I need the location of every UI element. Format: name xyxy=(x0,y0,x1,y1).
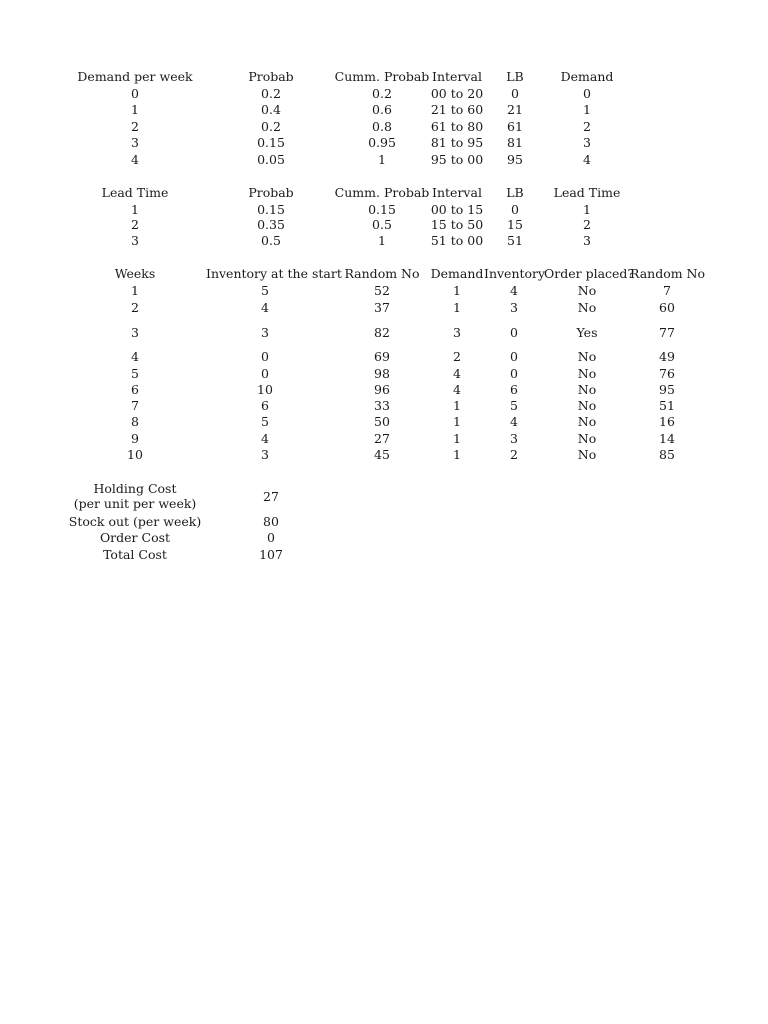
simulation-table-cell: 96 xyxy=(374,382,390,397)
simulation-table-cell: No xyxy=(577,447,597,462)
simulation-table-cell: 4 xyxy=(453,366,461,381)
simulation-table-cell: 60 xyxy=(659,300,675,315)
simulation-table-cell: No xyxy=(577,414,597,429)
simulation-table-cell: 3 xyxy=(261,325,269,340)
lead-time-table-header-5: LB xyxy=(506,185,524,200)
lead-time-table-header-3: Cumm. Probab xyxy=(334,185,430,200)
simulation-table-header-7: Random No xyxy=(630,266,706,281)
demand-table-cell: 61 to 80 xyxy=(430,119,484,134)
lead-time-table-cell: 0.35 xyxy=(257,217,285,232)
demand-table-cell: 1 xyxy=(583,102,591,117)
simulation-table-cell: 3 xyxy=(261,447,269,462)
simulation-table-cell: 52 xyxy=(374,283,390,298)
simulation-table-cell: 7 xyxy=(663,283,671,298)
demand-table-cell: 0.6 xyxy=(372,102,392,117)
lead-time-table-cell: 15 xyxy=(507,217,523,232)
demand-table-header-1: Demand per week xyxy=(77,69,193,84)
simulation-table-cell: 4 xyxy=(510,414,518,429)
lead-time-table-cell: 1 xyxy=(131,202,139,217)
simulation-table-cell: 2 xyxy=(453,349,461,364)
demand-table-cell: 3 xyxy=(583,135,591,150)
simulation-table-cell: 76 xyxy=(659,366,675,381)
lead-time-table-cell: 51 to 00 xyxy=(430,233,484,248)
demand-table-cell: 4 xyxy=(131,152,139,167)
lead-time-table-cell: 0.5 xyxy=(261,233,281,248)
simulation-table-cell: 5 xyxy=(510,398,518,413)
demand-table-cell: 21 xyxy=(507,102,523,117)
lead-time-table-cell: 00 to 15 xyxy=(430,202,484,217)
simulation-table-cell: 3 xyxy=(453,325,461,340)
simulation-table-cell: 98 xyxy=(374,366,390,381)
simulation-table-cell: 45 xyxy=(374,447,390,462)
simulation-table-cell: 5 xyxy=(131,366,139,381)
simulation-table-cell: Yes xyxy=(576,325,598,340)
demand-table-header-5: LB xyxy=(506,69,524,84)
simulation-table-cell: 0 xyxy=(510,349,518,364)
demand-table-header-2: Probab xyxy=(248,69,294,84)
simulation-table-cell: 1 xyxy=(131,283,139,298)
demand-table-cell: 0.8 xyxy=(372,119,392,134)
simulation-table-cell: 14 xyxy=(659,431,675,446)
simulation-table-cell: 1 xyxy=(453,300,461,315)
simulation-table-cell: 1 xyxy=(453,447,461,462)
simulation-table-cell: 1 xyxy=(453,414,461,429)
simulation-table-header-6: Order placed? xyxy=(544,266,635,281)
lead-time-table-header-4: Interval xyxy=(432,185,482,200)
lead-time-table-header-2: Probab xyxy=(248,185,294,200)
demand-table-cell: 0 xyxy=(511,86,519,101)
simulation-table-cell: 0 xyxy=(510,366,518,381)
demand-table-cell: 95 xyxy=(507,152,523,167)
simulation-table-cell: 6 xyxy=(131,382,139,397)
demand-table-cell: 1 xyxy=(131,102,139,117)
simulation-table-cell: 6 xyxy=(261,398,269,413)
simulation-table-cell: 82 xyxy=(374,325,390,340)
lead-time-table-cell: 0.5 xyxy=(372,217,392,232)
simulation-table-cell: 10 xyxy=(257,382,273,397)
demand-table-header-6: Demand xyxy=(560,69,614,84)
demand-table-cell: 0.05 xyxy=(257,152,285,167)
demand-table-cell: 4 xyxy=(583,152,591,167)
demand-table-cell: 61 xyxy=(507,119,523,134)
demand-table-cell: 0 xyxy=(131,86,139,101)
demand-table-cell: 2 xyxy=(583,119,591,134)
simulation-table-header-1: Weeks xyxy=(114,266,156,281)
simulation-table-cell: 50 xyxy=(374,414,390,429)
simulation-table-cell: 4 xyxy=(261,431,269,446)
demand-table-cell: 0.2 xyxy=(261,86,281,101)
simulation-table-cell: 2 xyxy=(510,447,518,462)
demand-table-cell: 81 to 95 xyxy=(430,135,484,150)
cost-label: Holding Cost (per unit per week) xyxy=(73,481,197,511)
demand-table-cell: 00 to 20 xyxy=(430,86,484,101)
demand-table-cell: 21 to 60 xyxy=(430,102,484,117)
lead-time-table-cell: 0.15 xyxy=(368,202,396,217)
lead-time-table-header-6: Lead Time xyxy=(553,185,621,200)
demand-table-cell: 3 xyxy=(131,135,139,150)
simulation-table-header-3: Random No xyxy=(344,266,420,281)
demand-table-cell: 0.95 xyxy=(368,135,396,150)
simulation-table-header-2: Inventory at the start xyxy=(206,266,342,281)
simulation-table-cell: 4 xyxy=(510,283,518,298)
demand-table-cell: 1 xyxy=(378,152,386,167)
simulation-table-cell: 1 xyxy=(453,431,461,446)
simulation-table-cell: 5 xyxy=(261,283,269,298)
simulation-table-cell: No xyxy=(577,431,597,446)
simulation-table-cell: 4 xyxy=(131,349,139,364)
lead-time-table-cell: 51 xyxy=(507,233,523,248)
simulation-table-cell: 3 xyxy=(510,300,518,315)
demand-table-header-3: Cumm. Probab xyxy=(334,69,430,84)
cost-label: Stock out (per week) xyxy=(68,514,202,529)
simulation-table-header-5: Inventory xyxy=(484,266,546,281)
demand-table-header-4: Interval xyxy=(432,69,482,84)
simulation-table-cell: 16 xyxy=(659,414,675,429)
lead-time-table-cell: 0.15 xyxy=(257,202,285,217)
lead-time-table-cell: 2 xyxy=(583,217,591,232)
lead-time-table-cell: 1 xyxy=(378,233,386,248)
simulation-table-cell: 9 xyxy=(131,431,139,446)
cost-value: 107 xyxy=(259,547,283,562)
simulation-table-cell: 3 xyxy=(510,431,518,446)
simulation-table-cell: No xyxy=(577,283,597,298)
simulation-table-cell: 51 xyxy=(659,398,675,413)
simulation-table-cell: 77 xyxy=(659,325,675,340)
simulation-table-cell: 0 xyxy=(261,366,269,381)
simulation-table-cell: 95 xyxy=(659,382,675,397)
simulation-table-cell: No xyxy=(577,300,597,315)
cost-value: 80 xyxy=(263,514,279,529)
lead-time-table-cell: 3 xyxy=(131,233,139,248)
cost-value: 27 xyxy=(263,489,279,504)
simulation-table-cell: 85 xyxy=(659,447,675,462)
cost-label: Order Cost xyxy=(99,530,171,545)
lead-time-table-cell: 15 to 50 xyxy=(430,217,484,232)
simulation-table-cell: 4 xyxy=(453,382,461,397)
simulation-table-cell: 0 xyxy=(261,349,269,364)
simulation-table-cell: 6 xyxy=(510,382,518,397)
demand-table-cell: 0.2 xyxy=(372,86,392,101)
demand-table-cell: 95 to 00 xyxy=(430,152,484,167)
simulation-table-cell: 2 xyxy=(131,300,139,315)
simulation-table-cell: 1 xyxy=(453,283,461,298)
lead-time-table-cell: 2 xyxy=(131,217,139,232)
simulation-table-cell: 8 xyxy=(131,414,139,429)
simulation-table-cell: 49 xyxy=(659,349,675,364)
simulation-table-cell: 1 xyxy=(453,398,461,413)
demand-table-cell: 81 xyxy=(507,135,523,150)
simulation-table-cell: 69 xyxy=(374,349,390,364)
simulation-table-cell: No xyxy=(577,366,597,381)
lead-time-table-cell: 0 xyxy=(511,202,519,217)
lead-time-table-cell: 1 xyxy=(583,202,591,217)
simulation-table-cell: 7 xyxy=(131,398,139,413)
demand-table-cell: 0 xyxy=(583,86,591,101)
demand-table-cell: 2 xyxy=(131,119,139,134)
simulation-table-cell: 33 xyxy=(374,398,390,413)
simulation-table-header-4: Demand xyxy=(430,266,484,281)
demand-table-cell: 0.2 xyxy=(261,119,281,134)
simulation-table-cell: No xyxy=(577,382,597,397)
lead-time-table-header-1: Lead Time xyxy=(101,185,169,200)
lead-time-table-cell: 3 xyxy=(583,233,591,248)
simulation-table-cell: 10 xyxy=(127,447,143,462)
demand-table-cell: 0.15 xyxy=(257,135,285,150)
simulation-table-cell: 4 xyxy=(261,300,269,315)
cost-value: 0 xyxy=(267,530,275,545)
demand-table-cell: 0.4 xyxy=(261,102,281,117)
simulation-table-cell: No xyxy=(577,349,597,364)
simulation-table-cell: 0 xyxy=(510,325,518,340)
simulation-table-cell: 37 xyxy=(374,300,390,315)
simulation-table-cell: No xyxy=(577,398,597,413)
simulation-table-cell: 27 xyxy=(374,431,390,446)
cost-label: Total Cost xyxy=(103,547,167,562)
simulation-table-cell: 5 xyxy=(261,414,269,429)
simulation-table-cell: 3 xyxy=(131,325,139,340)
